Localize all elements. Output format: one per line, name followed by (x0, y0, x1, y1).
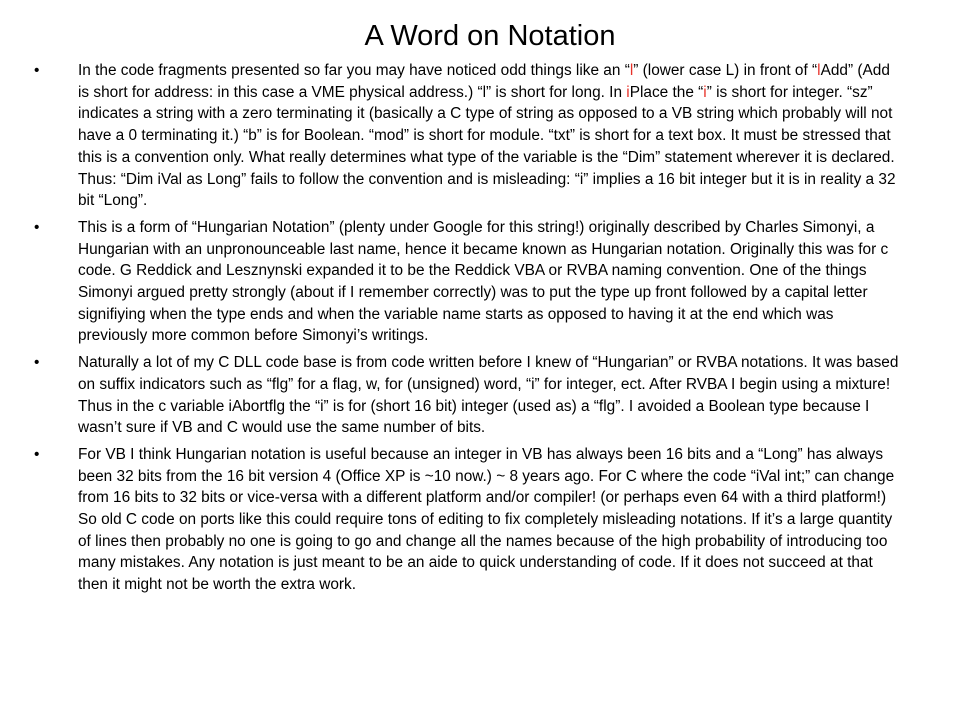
bullet-item-vb-usefulness (34, 444, 904, 596)
highlighted-letter: i (626, 83, 630, 101)
bullet-dot-icon: • (34, 445, 40, 463)
bullet-text-part: In the code fragments presented so far you may have noticed odd things like an “ (78, 62, 630, 79)
bullet-text-part: ” (lower case L) in front of “ (633, 62, 818, 79)
highlighted-letter: l (817, 62, 821, 79)
highlighted-letter: i (703, 83, 707, 101)
slide-title: A Word on Notation (364, 20, 616, 52)
bullet-text: Naturally a lot of my C DLL code base is from code written before I knew of “Hungarian” or RVBA notations. It was based on suffix indicators such as “flg” for a flag, w, for (unsigned) word, “i” for integer, ect. After RVBA I begin using a mixture! Thus in the c variable iAbortflg the “i” is for (short 16 bit) integer (used as) a “flg”. I avoided a Boolean type because I wasn’t sure if VB and C would use the same number of bits. (78, 354, 899, 437)
bullet-text-part: Place the “ (629, 83, 704, 101)
highlighted-letter: l (629, 62, 634, 79)
bullet-dot-icon: • (34, 218, 40, 236)
bullet-dot-icon: • (34, 62, 40, 79)
bullet-text-part: ” is short for integer. “sz” indicates a string with a zero terminating it (basically a C type of string as opposed to a VB string which probably will not have a 0 terminating it.) “b” is for Boolean. “mod” is short for module. “txt” is short for a text box. It must be stressed that this is a convention only. What really determines what type of the variable is the “Dim” statement wherever it is declared. Thus: “Dim iVal as Long” fails to follow the convention and is misleading: “i” implies a 16 bit integer but it is in reality a 32 bit “Long”. (78, 83, 896, 210)
bullet-text-part: Add” (Add is short for address: in this case a VME physical address.) “l” is short for long. In (78, 62, 890, 101)
bullet-text: This is a form of “Hungarian Notation” (plenty under Google for this string!) originally described by Charles Simonyi, a Hungarian with an unpronounceable last name, hence it became known as Hungarian notation. Originally this was for c code. G Reddick and Lesznynski expanded it to be the Reddick VBA or RVBA naming convention. One of the things Simonyi argued pretty strongly (about if I remember correctly) was to put the type up front followed by a capital letter signifiying when the type ends and when the variable name starts as opposed to having it at the end which was previously more common before Simonyi’s writings. (78, 218, 889, 345)
bullet-text: For VB I think Hungarian notation is useful because an integer in VB has always been 16 bits and a “Long” has always been 32 bits from the 16 bit version 4 (Office XP is ~10 now.) ~ 8 years ago. For C where the code “iVal int;” can change from 16 bits to 32 bits or vice-versa with a different platform and/or compiler! (or perhaps even 64 with a third platform!) So old C code on ports like this could require tons of editing to fix completely misleading notations. If it’s a large quantity of lines then probably no one is going to go and change all the names because of the high probability of introducing too many mistakes. Any notation is just meant to be an aide to quick understanding of code. If it does not succeed at that then it might not be worth the extra work. (78, 445, 895, 594)
bullet-dot-icon: • (34, 354, 40, 372)
bullet-item-notation-conventions (34, 60, 904, 212)
bullet-item-hungarian-notation (34, 217, 904, 347)
bullet-item-c-dll-code-base (34, 352, 904, 439)
bullet-list (34, 60, 904, 601)
